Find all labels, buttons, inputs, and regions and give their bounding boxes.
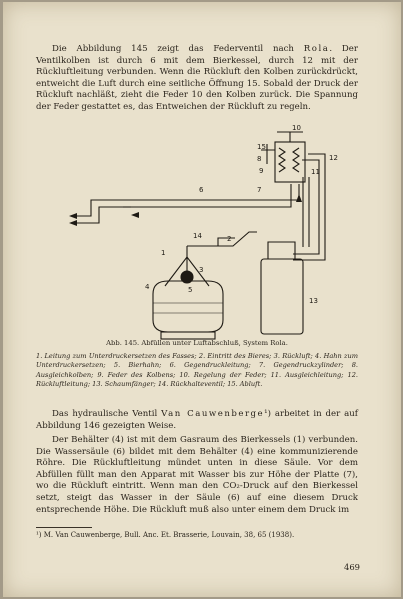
- figure-label: 12: [329, 154, 338, 162]
- figure-label: 5: [188, 286, 193, 294]
- valve-spring-9b: [293, 148, 299, 172]
- paragraph-text: Die Abbildung 145 zeigt das Federventil nach: [52, 44, 304, 54]
- arrow-pipe-mid: [131, 212, 139, 218]
- figure-label: 15: [257, 143, 266, 151]
- author-name: Rola: [303, 44, 330, 54]
- figure-label: 8: [257, 155, 262, 163]
- figure-label: 4: [145, 283, 150, 291]
- figure-label: 6: [199, 186, 204, 194]
- figure-label: 2: [227, 235, 232, 243]
- spring-adjuster-10: [277, 132, 303, 142]
- figure-label: 3: [199, 266, 204, 274]
- figure-label: 14: [193, 232, 202, 240]
- figure-legend: 1. Leitung zum Unterdruckersetzen des Fasses; 2. Eintritt des Bieres; 3. Rückluft; 4. Hahn zum Unterdruckersetzen; 5. Bierhahn; 6. Gegendruckleitung; 7. Gegendruckzylinder; 8. Ausgleichkolben; 9. Feder des Kolbens; 10. Regelung der Feder; 11. Ausgleichleitung; 12. Rückluftleitung; 13. Schaumfänger; 14. Rückhalteventil; 15. Abluft.: [36, 352, 358, 389]
- keg-apparatus: [153, 257, 223, 339]
- incoming-pipe-upper: [73, 184, 299, 216]
- figure-145-diagram: [3, 2, 401, 342]
- figure-label: 10: [292, 124, 301, 132]
- paragraph-container-description: Der Behälter (4) ist mit dem Gasraum des Bierkessels (1) verbunden. Die Wassersäule (6) bildet mit dem Behälter (4) eine kommunizierende Röhre. Die Rückluftleitung mündet unten in diese Säule. Vor dem Abfüllen füllt man den Apparat mit Wasser bis zur Höhe der Platte (7), wo die Rückluft eintritt. Wenn man den CO₂-Druck auf den Bierkessel setzt, steigt das Wasser in der Säule (6) auf eine diesem Druck entsprechende Höhe. Die Rückluft muß also unter einem dem Druck im: [36, 435, 358, 515]
- figure-label: 1: [161, 249, 166, 257]
- author-name: Van Cauwenberge: [161, 409, 265, 419]
- valve-spring-9: [279, 148, 285, 172]
- arrow-in-lower: [69, 220, 77, 226]
- paragraph-text: Das hydraulische Ventil: [52, 409, 162, 419]
- figure-label: 9: [259, 167, 264, 175]
- footnote-divider: [36, 527, 92, 528]
- arrow-in-upper: [69, 213, 77, 219]
- book-page: [3, 2, 401, 597]
- figure-label: 13: [309, 297, 318, 305]
- paragraph-text: . Der Ventilkolben ist durch 6 mit dem Bierkessel, durch 12 mit der Rückluftleitung verbunden. Wenn die Rückluft den Kolben zurückdrückt, entweicht die Luft durch eine seitliche Öffnung 15. Sobald der Druck der Rückluft nachläßt, zieht die Feder 10 den Kolben zurück. Die Spannung der Feder gestattet es, das Entweichen der Rückluft zu regeln.: [36, 44, 358, 112]
- figure-label: 7: [257, 186, 262, 194]
- foam-catcher-13: [261, 242, 303, 334]
- page-number: 469: [344, 562, 360, 572]
- footnote-ref: ¹): [264, 409, 271, 419]
- figure-caption: Abb. 145. Abfüllen unter Luftabschluß, System Rola.: [106, 339, 288, 347]
- footnote: ¹) M. Van Cauwenberge, Bull. Anc. Et. Brasserie, Louvain, 38, 65 (1938).: [36, 531, 295, 539]
- paragraph-text: arbeitet in der auf Abbildung 146 gezeigten Weise.: [36, 409, 358, 431]
- arrow-up-right: [296, 194, 302, 202]
- paragraph-hydraulic-valve: [36, 409, 358, 432]
- figure-label: 11: [311, 168, 320, 176]
